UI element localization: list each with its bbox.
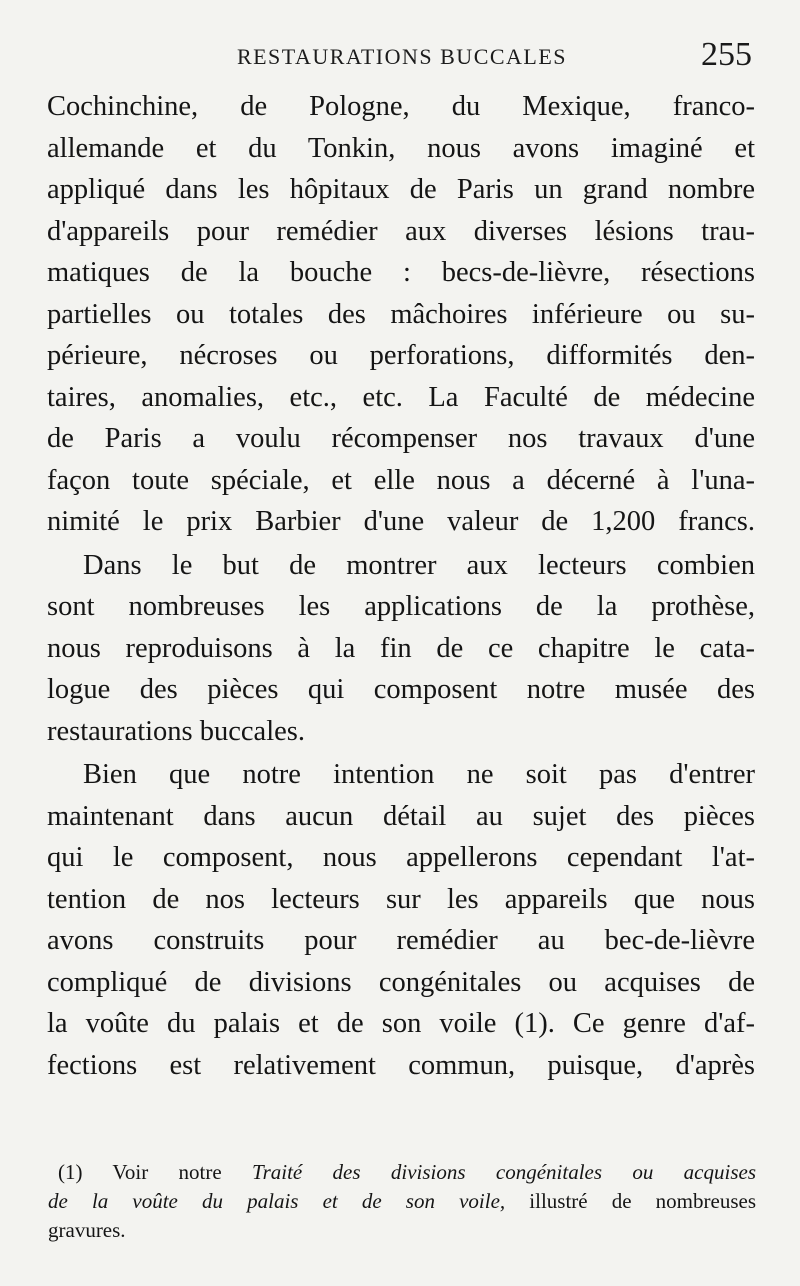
running-header <box>48 36 756 80</box>
text-line: tention de nos lecteurs sur les appareils que nous <box>47 883 755 915</box>
running-title: RESTAURATIONS BUCCALES <box>236 44 568 69</box>
text-line: qui le composent, nous appellerons cependant l'at- <box>47 842 755 873</box>
text-line: taires, anomalies, etc., etc. La Faculté de médecine <box>47 381 755 413</box>
text-line: maintenant dans aucun détail au sujet des pièces <box>47 800 755 832</box>
text-line: allemande et du Tonkin, nous avons imaginé et <box>47 132 755 164</box>
text-line: la voûte du palais et de son voile (1). Ce genre d'af- <box>47 1008 755 1039</box>
text-line: restaurations buccales. <box>47 715 305 747</box>
text-line: logue des pièces qui composent notre musée des <box>47 674 755 705</box>
text-line: nous reproduisons à la fin de ce chapitre le cata- <box>47 632 755 664</box>
paragraph <box>47 86 755 543</box>
text-line: sont nombreuses les applications de la prothèse, <box>47 591 755 622</box>
text-line: Cochinchine, de Pologne, du Mexique, franco- <box>47 91 755 122</box>
text-line: périeure, nécroses ou perforations, difformités den- <box>47 340 755 371</box>
text-line: compliqué de divisions congénitales ou acquises de <box>47 966 755 998</box>
body-text <box>47 86 755 1086</box>
paragraph <box>47 754 755 1086</box>
text-line: d'appareils pour remédier aux diverses lésions trau- <box>47 215 755 247</box>
paragraph <box>47 545 755 753</box>
text-line: de Paris a voulu récompenser nos travaux d'une <box>47 423 755 454</box>
text-line: façon toute spéciale, et elle nous a décerné à l'una- <box>47 464 755 496</box>
text-line: matiques de la bouche : becs-de-lièvre, résections <box>47 257 755 288</box>
footnote-line <box>58 1158 756 1187</box>
text-line: nimité le prix Barbier d'une valeur de 1,200 francs. <box>47 506 755 537</box>
text-line: avons construits pour remédier au bec-de-lièvre <box>47 925 755 956</box>
text-line: appliqué dans les hôpitaux de Paris un grand nombre <box>47 174 755 205</box>
page-number: 255 <box>701 36 752 73</box>
text-line: fections est relativement commun, puisque, d'après <box>47 1049 755 1081</box>
text-line: partielles ou totales des mâchoires inférieure ou su- <box>47 298 755 330</box>
footnote <box>48 1158 756 1245</box>
footnote-title: Traité des divisions congénitales ou acquises <box>252 1160 756 1184</box>
text-line: Bien que notre intention ne soit pas d'entrer <box>83 759 755 790</box>
text-line: Dans le but de montrer aux lecteurs combien <box>83 549 755 581</box>
footnote-text: illustré de nombreuses <box>505 1189 756 1213</box>
footnote-line: gravures. <box>48 1218 126 1242</box>
footnote-title-cont: de la voûte du palais et de son voile, <box>48 1189 506 1213</box>
footnote-line <box>48 1187 756 1216</box>
footnote-marker: (1) Voir notre <box>58 1160 253 1184</box>
